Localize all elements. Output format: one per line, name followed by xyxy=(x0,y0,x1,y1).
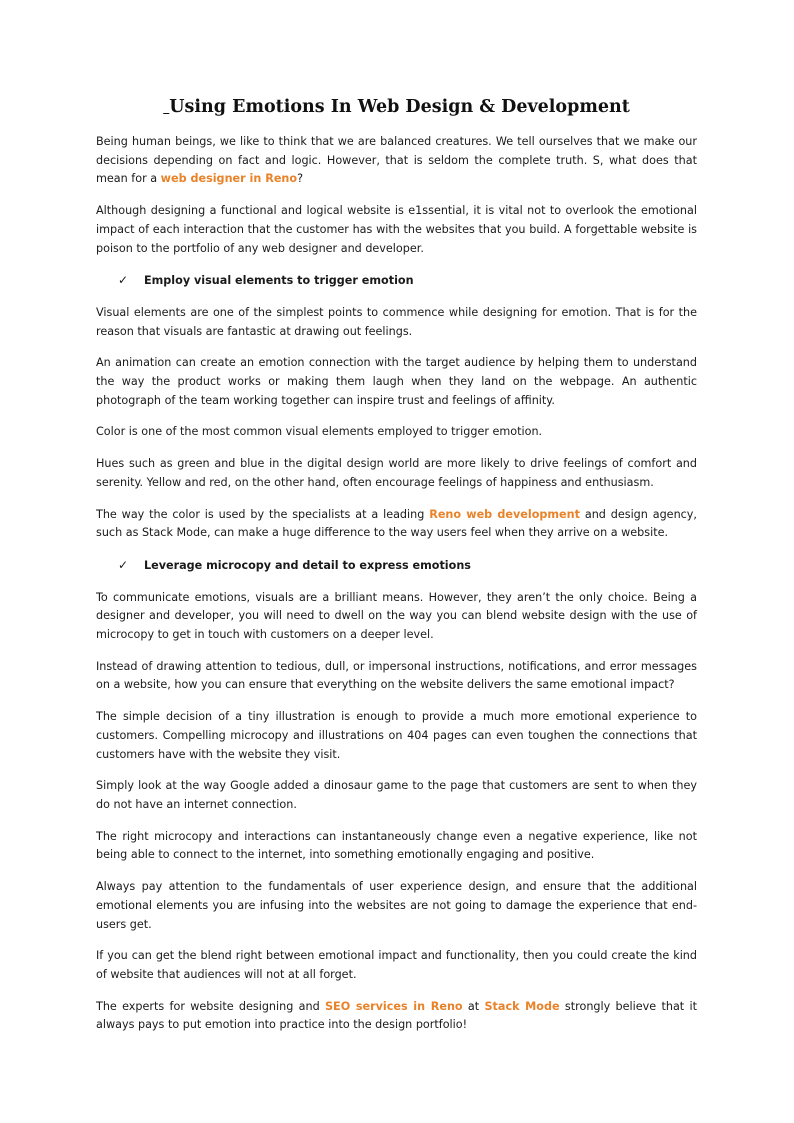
document-body xyxy=(96,133,697,1035)
paragraph-text: An animation can create an emotion connection with the target audience by helping them to understand the way the product works or making them laugh when they land on the webpage. An authentic photograph of the team working together can inspire trust and feelings of affinity. xyxy=(96,356,697,407)
bullet-heading-text: Leverage microcopy and detail to express emotions xyxy=(144,558,471,572)
bullet-heading xyxy=(96,556,697,576)
title-text: Using Emotions In Web Design & Development xyxy=(169,97,630,117)
paragraph xyxy=(96,133,697,189)
paragraph-text: Although designing a functional and logical website is e1ssential, it is vital not to overlook the emotional impact of each interaction that the customer has with the websites that you build. A forgettable website is poison to the portfolio of any web designer and developer. xyxy=(96,204,697,255)
paragraph-text: If you can get the blend right between emotional impact and functionality, then you could create the kind of website that audiences will not at all forget. xyxy=(96,949,697,981)
paragraph-text: The experts for website designing and xyxy=(96,999,325,1013)
paragraph-text: Always pay attention to the fundamentals of user experience design, and ensure that the additional emotional elements you are infusing into the websites are not going to damage the experience that end-users get. xyxy=(96,880,697,931)
paragraph-text: strongly believe that it always pays to put emotion into practice into the design portfolio! xyxy=(96,999,697,1032)
paragraph-text: and design agency, such as Stack Mode, can make a huge difference to the way users feel when they arrive on a website. xyxy=(96,507,697,540)
paragraph xyxy=(96,455,697,492)
check-icon: ✓ xyxy=(118,273,129,288)
paragraph xyxy=(96,777,697,814)
inline-link[interactable]: Stack Mode xyxy=(484,999,560,1013)
page-title xyxy=(96,95,697,119)
bullet-heading xyxy=(96,271,697,291)
paragraph xyxy=(96,878,697,934)
paragraph-text: ? xyxy=(297,172,304,186)
paragraph-text: at xyxy=(462,999,485,1013)
paragraph xyxy=(96,998,697,1035)
check-icon: ✓ xyxy=(118,557,129,572)
inline-link[interactable]: SEO services in Reno xyxy=(325,999,463,1013)
paragraph-text: Hues such as green and blue in the digital design world are more likely to drive feelings of comfort and serenity. Yellow and red, on the other hand, often encourage feelings of happiness and enthusiasm. xyxy=(96,457,697,489)
paragraph xyxy=(96,423,697,442)
paragraph-text: The way the color is used by the specialists at a leading xyxy=(96,507,430,521)
paragraph-text: Visual elements are one of the simplest points to commence while designing for emotion. That is for the reason that visuals are fantastic at drawing out feelings. xyxy=(96,305,697,338)
bullet-heading-text: Employ visual elements to trigger emotion xyxy=(144,274,414,288)
paragraph-text: To communicate emotions, visuals are a brilliant means. However, they aren’t the only choice. Being a designer and developer, you will need to dwell on the way you can blend website design with the use of microcopy to get in touch with customers on a deeper level. xyxy=(96,590,697,642)
paragraph xyxy=(96,506,697,543)
paragraph-text: Instead of drawing attention to tedious, dull, or impersonal instructions, notifications, and error messages on a website, how you can ensure that everything on the website delivers the same emotional impact? xyxy=(96,659,697,692)
paragraph xyxy=(96,354,697,410)
paragraph xyxy=(96,828,697,865)
paragraph-text: Color is one of the most common visual elements employed to trigger emotion. xyxy=(96,425,543,439)
paragraph-text: Simply look at the way Google added a dinosaur game to the page that customers are sent to when they do not have an internet connection. xyxy=(96,779,697,811)
paragraph-text: The simple decision of a tiny illustration is enough to provide a much more emotional experience to customers. Compelling microcopy and illustrations on 404 pages can even toughen the connections that customers have with the website they visit. xyxy=(96,710,697,761)
inline-link[interactable]: Reno web development xyxy=(429,507,580,521)
paragraph xyxy=(96,304,697,341)
paragraph-text: Being human beings, we like to think that we are balanced creatures. We tell ourselves that we make our decisions depending on fact and logic. However, that is seldom the complete truth. S, what does that mean for a xyxy=(96,135,697,186)
inline-link[interactable]: web designer in Reno xyxy=(160,172,298,186)
paragraph xyxy=(96,947,697,984)
document-page xyxy=(96,95,697,1048)
paragraph-text: The right microcopy and interactions can instantaneously change even a negative experience, like not being able to connect to the internet, into something emotionally engaging and positive. xyxy=(96,829,697,862)
paragraph xyxy=(96,708,697,764)
paragraph xyxy=(96,589,697,645)
paragraph xyxy=(96,202,697,258)
paragraph xyxy=(96,658,697,695)
